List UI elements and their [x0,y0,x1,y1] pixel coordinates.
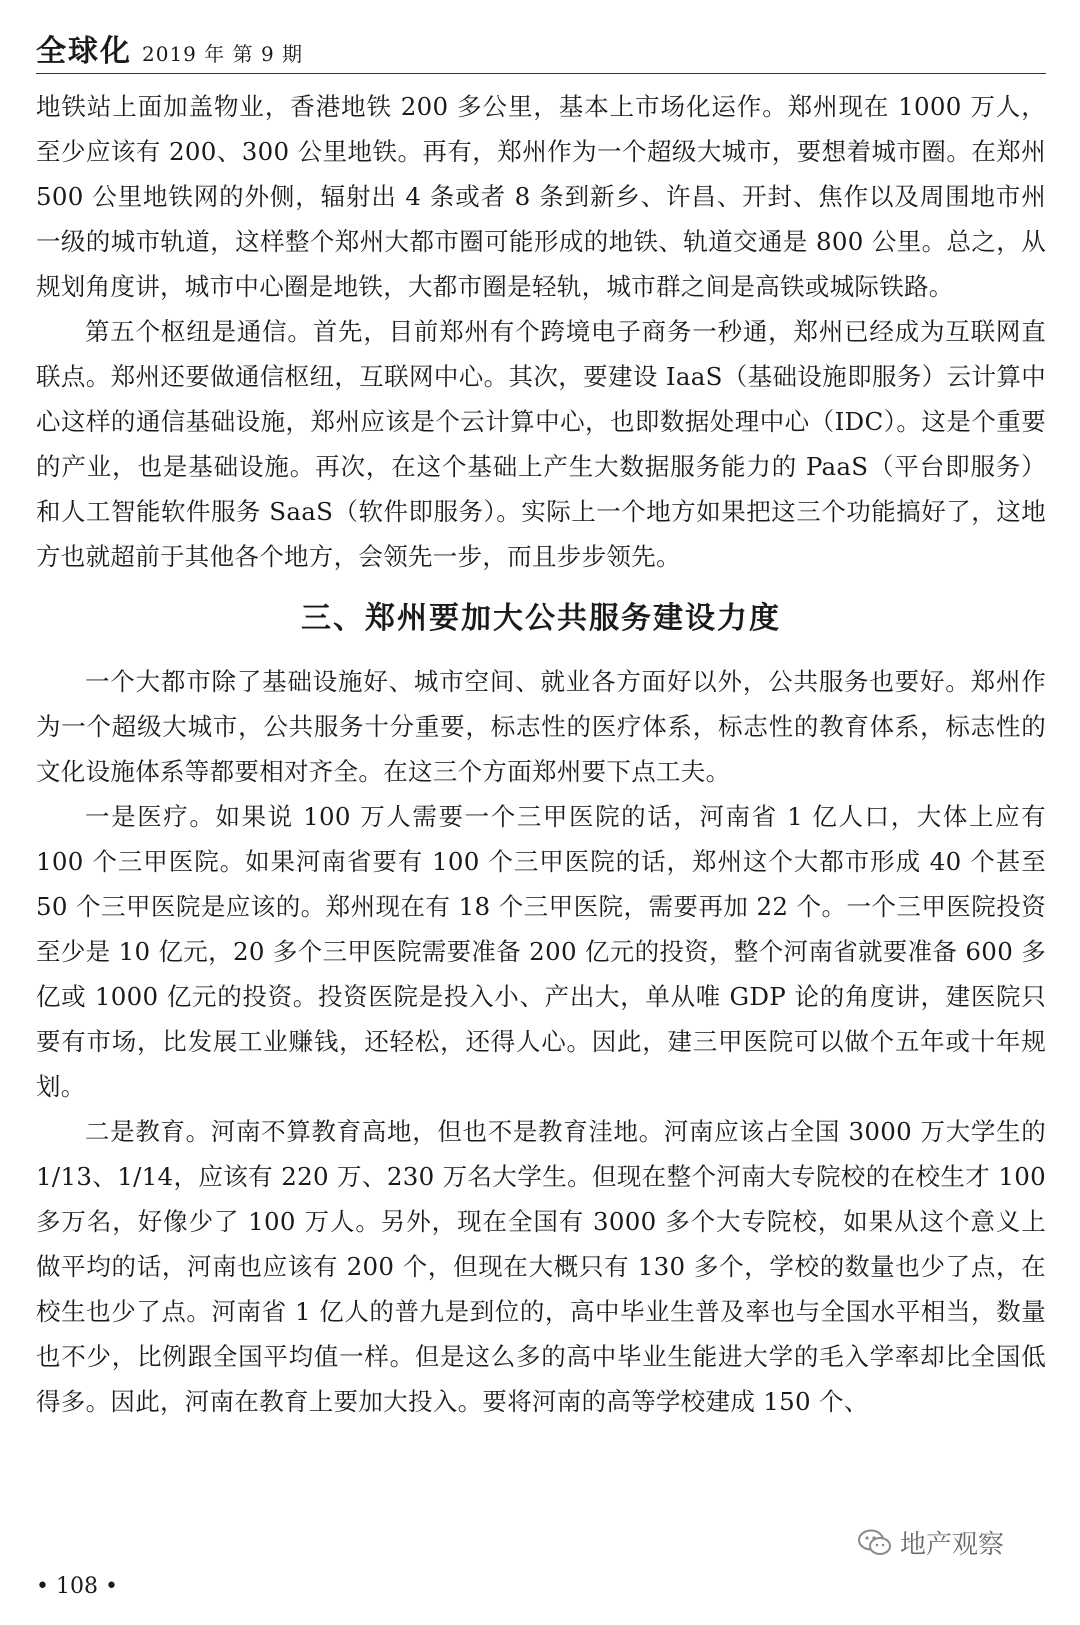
paragraph-education: 二是教育。河南不算教育高地，但也不是教育洼地。河南应该占全国 3000 万大学生的 1/13、1/14，应该有 220 万、230 万名大学生。但现在整个河南大专院校的在校生才 100 多万名，好像少了 100 万人。另外，现在全国有 3000 多个大专院校，如果从这个意义上做平均的话，河南也应该有 200 个，但现在大概只有 130 多个，学校的数量也少了点，在校生也少了点。河南省 1 亿人的普九是到位的，高中毕业生普及率也与全国水平相当，数量也不少，比例跟全国平均值一样。但是这么多的高中毕业生能进大学的毛入学率却比全国低得多。因此，河南在教育上要加大投入。要将河南的高等学校建成 150 个、 [36,1117,1046,1416]
wechat-icon [858,1528,892,1558]
watermark-label: 地产观察 [900,1530,1005,1560]
running-header [36,14,1046,70]
journal-name: 全球化 [36,34,132,69]
page-number: • 108 • [36,1574,118,1599]
issue-label: 2019 年 第 9 期 [142,42,304,66]
header-divider [36,73,1046,74]
article-body [36,84,1046,1424]
paragraph-telecom-hub: 第五个枢纽是通信。首先，目前郑州有个跨境电子商务一秒通，郑州已经成为互联网直联点。郑州还要做通信枢纽，互联网中心。其次，要建设 IaaS（基础设施即服务）云计算中心这样的通信基础设施，郑州应该是个云计算中心，也即数据处理中心（IDC）。这是个重要的产业，也是基础设施。再次，在这个基础上产生大数据服务能力的 PaaS（平台即服务）和人工智能软件服务 SaaS（软件即服务）。实际上一个地方如果把这三个功能搞好了，这地方也就超前于其他各个地方，会领先一步，而且步步领先。 [36,317,1046,571]
section-heading: 三、郑州要加大公共服务建设力度 [301,601,781,636]
paragraph-continued: 地铁站上面加盖物业，香港地铁 200 多公里，基本上市场化运作。郑州现在 1000 万人，至少应该有 200、300 公里地铁。再有，郑州作为一个超级大城市，要想着城市圈。在郑州 500 公里地铁网的外侧，辐射出 4 条或者 8 条到新乡、许昌、开封、焦作以及周围地市州一级的城市轨道，这样整个郑州大都市圈可能形成的地铁、轨道交通是 800 公里。总之，从规划角度讲，城市中心圈是地铁，大都市圈是轻轨，城市群之间是高铁或城际铁路。 [36,92,1046,301]
paragraph-public-services: 一个大都市除了基础设施好、城市空间、就业各方面好以外，公共服务也要好。郑州作为一个超级大城市，公共服务十分重要，标志性的医疗体系，标志性的教育体系，标志性的文化设施体系等都要相对齐全。在这三个方面郑州要下点工夫。 [36,667,1046,786]
source-watermark [858,1524,1004,1561]
paragraph-healthcare: 一是医疗。如果说 100 万人需要一个三甲医院的话，河南省 1 亿人口，大体上应有 100 个三甲医院。如果河南省要有 100 个三甲医院的话，郑州这个大都市形成 40 个甚至 50 个三甲医院是应该的。郑州现在有 18 个三甲医院，需要再加 22 个。一个三甲医院投资至少是 10 亿元，20 多个三甲医院需要准备 200 亿元的投资，整个河南省就要准备 600 多亿或 1000 亿元的投资。投资医院是投入小、产出大，单从唯 GDP 论的角度讲，建医院只要有市场，比发展工业赚钱，还轻松，还得人心。因此，建三甲医院可以做个五年或十年规划。 [36,802,1046,1101]
